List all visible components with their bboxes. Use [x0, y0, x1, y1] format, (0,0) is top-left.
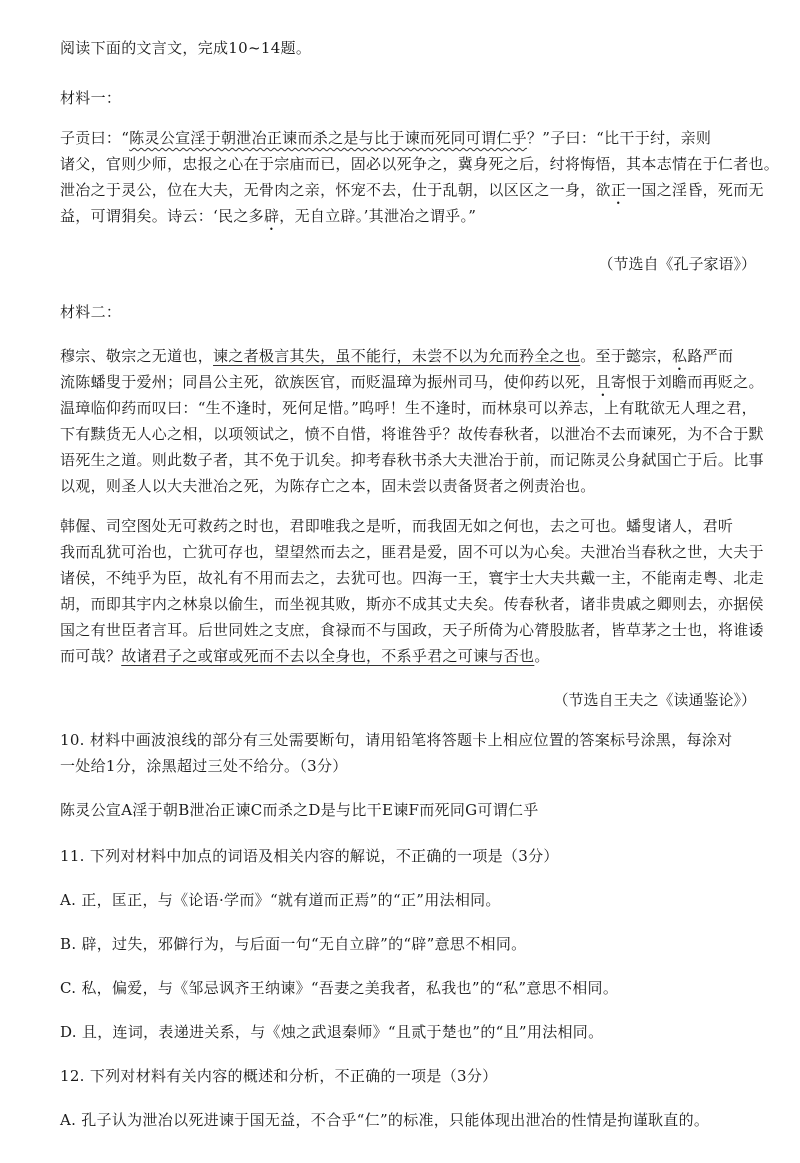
text: ？”子曰：“比干于纣，亲则	[526, 129, 712, 147]
material-2-source: （节选自王夫之《读通鉴论》）	[553, 691, 756, 709]
material-2-p1-line-4: 下有黩货无人心之相，以项领试之，愤不自惜，将谁咎乎？故传春秋者，以泄冶不去而谏死，为不合于默	[60, 425, 764, 443]
text: 而可哉？	[60, 647, 122, 665]
text: 流陈蟠叟于爱州；同昌公主死，欲族医官，而贬温璋为振州司马，使仰药以死，	[60, 373, 596, 391]
question-11-option-c: C. 私，偏爱，与《邹忌讽齐王纳谏》“吾妻之美我者，私我也”的“私”意思不相同。	[60, 979, 619, 997]
underlined-sentence-2: 故诸君子之或窜或死而不去以全身也，不系乎君之可谏与否也	[121, 647, 535, 665]
text: ，无自立辟。’其泄冶之谓乎。”	[279, 207, 477, 225]
question-10-stem-line-1: 10. 材料中画波浪线的部分有三处需要断句，请用铅笔将答题卡上相应位置的答案标号涂黑，每涂对	[60, 731, 733, 749]
question-11-option-d: D. 且，连词，表递进关系，与《烛之武退秦师》“且贰于楚也”的“且”用法相同。	[60, 1023, 604, 1041]
text: 益，可谓狷矣。诗云：‘民之多	[60, 207, 264, 225]
question-11-option-b: B. 辟，过失，邪僻行为，与后面一句“无自立辟”的“辟”意思不相同。	[60, 935, 527, 953]
material-1-line-1	[60, 128, 711, 148]
question-12-stem: 12. 下列对材料有关内容的概述和分析，不正确的一项是（3分）	[60, 1067, 498, 1085]
material-2-p2-line-6	[60, 646, 550, 666]
material-2-p2-line-1: 韩偓、司空图处无可救药之时也，君即唯我之是听，而我固无如之何也，去之可也。蟠叟诸人，君听	[60, 517, 734, 535]
text: 泄冶之于灵公，位在大夫，无骨肉之亲，怀宠不去，仕于乱朝，以区区之一身，欲	[60, 181, 611, 199]
text: 寄恨于刘瞻而再贬之。	[610, 373, 764, 391]
material-2-p1-line-5: 语死生之道。则此数子者，其不免于讥矣。抑考春秋书杀大夫泄冶于前，而记陈灵公身弑国亡于后。比事	[60, 451, 764, 469]
question-11-option-a: A. 正，匡正，与《论语·学而》“就有道而正焉”的“正”用法相同。	[60, 891, 501, 909]
material-2-p2-line-4: 胡，而即其宇内之林泉以偷生，而坐视其败，斯亦不成其丈夫矣。传春秋者，诸非贵戚之卿则去，亦据侯	[60, 595, 764, 613]
material-2-p1-line-3: 温璋临仰药而叹曰：“生不逢时，死何足惜。”呜呼！生不逢时，而林泉可以养志，上有耽欲无人理之君，	[60, 399, 757, 417]
underlined-sentence-1: 谏之者极言其失，虽不能行，未尝不以为允而矜全之也	[213, 347, 581, 365]
dotted-word-qie: 且	[595, 373, 611, 391]
material-2-p1-line-6: 以观，则圣人以大夫泄冶之死，为陈存亡之本，固未尝以责备贤者之例责治也。	[60, 477, 596, 495]
question-11-stem: 11. 下列对材料中加点的词语及相关内容的解说，不正确的一项是（3分）	[60, 847, 559, 865]
question-10-stem-line-2: 一处给1分，涂黑超过三处不给分。（3分）	[60, 757, 348, 775]
dotted-word-zheng: 正	[610, 181, 627, 199]
text: 子贡曰：“	[60, 129, 130, 147]
wavy-underlined-passage: 陈灵公宣淫于朝泄冶正谏而杀之是与比于谏而死同可谓仁乎	[129, 129, 527, 147]
material-2-p1-line-1	[60, 346, 733, 374]
material-2-p2-line-5: 国之有世臣者言耳。后世同姓之支庶，食禄而不与国政，天子所倚为心膂股肱者，皆草茅之士也，将谁诿	[60, 621, 764, 639]
text: 。	[534, 647, 550, 665]
material-1-line-4	[60, 206, 476, 234]
material-2-title: 材料二：	[60, 303, 122, 321]
question-12-option-a: A. 孔子认为泄冶以死进谏于国无益，不合乎“仁”的标准，只能体现出泄冶的性情是拘谨耿直的。	[60, 1111, 710, 1129]
intro-instruction: 阅读下面的文言文，完成10~14题。	[60, 39, 312, 57]
text: 路严而	[687, 347, 734, 365]
text: 。至于懿宗，	[580, 347, 673, 365]
dotted-word-pi: 辟	[263, 207, 280, 225]
material-1-line-2: 诸父，官则少师，忠报之心在于宗庙而已，固必以死争之，冀身死之后，纣将悔悟，其本志情在于仁者也。	[60, 155, 780, 173]
text: 穆宗、敬宗之无道也，	[60, 347, 214, 365]
material-2-p2-line-3: 诸侯，不纯乎为臣，故礼有不用而去之，去犹可也。四海一王，寰宇士大夫共戴一主，不能南走粤、北走	[60, 569, 764, 587]
material-1-line-3	[60, 180, 764, 208]
dotted-word-si: 私	[672, 347, 688, 365]
material-2-p2-line-2: 我而乱犹可治也，亡犹可存也，望望然而去之，匪君是爱，固不可以为心矣。夫泄冶当春秋之世，大夫于	[60, 543, 764, 561]
material-2-p1-line-2	[60, 372, 764, 400]
question-10-options: 陈灵公宣A淫于朝B泄冶正谏C而杀之D是与比干E谏F而死同G可谓仁乎	[60, 801, 539, 819]
material-1-title: 材料一：	[60, 89, 122, 107]
text: 一国之淫昏，死而无	[626, 181, 764, 199]
material-1-source: （节选自《孔子家语》）	[598, 255, 756, 273]
